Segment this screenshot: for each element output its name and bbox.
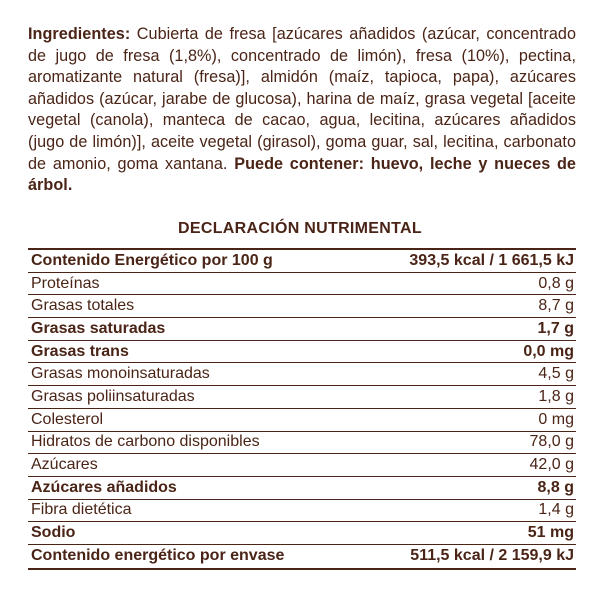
ingredients-paragraph	[28, 24, 576, 197]
nutrient-label: Fibra dietética	[31, 501, 132, 519]
nutrient-label: Azúcares	[31, 456, 98, 474]
allergen-note: Puede contener: huevo, leche y nueces de árbol.	[28, 154, 576, 195]
nutrition-title: DECLARACIÓN NUTRIMENTAL	[178, 220, 422, 237]
nutrient-value: 8,7 g	[538, 297, 574, 315]
nutrition-row	[28, 363, 576, 386]
nutrient-value: 1,8 g	[538, 387, 574, 405]
nutrition-row	[28, 409, 576, 432]
nutrient-label: Hidratos de carbono disponibles	[31, 433, 260, 451]
nutrient-value: 4,5 g	[538, 365, 574, 383]
nutrient-value: 0,8 g	[538, 274, 574, 292]
nutrition-row	[28, 341, 576, 364]
nutrient-value: 8,8 g	[537, 478, 574, 496]
nutrient-value: 511,5 kcal / 2 159,9 kJ	[410, 547, 574, 565]
nutrient-label: Sodio	[31, 524, 76, 542]
nutrition-row	[28, 545, 576, 568]
nutrition-row	[28, 295, 576, 318]
nutrition-row	[28, 432, 576, 455]
nutrition-row	[28, 273, 576, 296]
nutrient-value: 1,4 g	[538, 501, 574, 519]
nutrition-row	[28, 318, 576, 341]
nutrition-row	[28, 386, 576, 409]
nutrient-value: 393,5 kcal / 1 661,5 kJ	[409, 251, 574, 269]
nutrient-value: 42,0 g	[529, 456, 574, 474]
nutrient-label: Azúcares añadidos	[31, 478, 177, 496]
nutrition-row	[28, 522, 576, 545]
nutrient-label: Grasas trans	[31, 342, 129, 360]
nutrient-label: Proteínas	[31, 274, 100, 292]
nutrition-row	[28, 500, 576, 523]
nutrition-row	[28, 454, 576, 477]
nutrient-value: 1,7 g	[537, 319, 574, 337]
nutrient-value: 0 mg	[538, 410, 574, 428]
nutrient-label: Contenido Energético por 100 g	[31, 251, 273, 269]
ingredients-label: Ingredientes:	[28, 25, 131, 43]
nutrition-row	[28, 250, 576, 273]
nutrition-table	[28, 248, 576, 570]
nutrient-label: Grasas totales	[31, 297, 135, 315]
nutrient-label: Grasas saturadas	[31, 319, 166, 337]
nutrient-label: Grasas poliinsaturadas	[31, 387, 195, 405]
nutrient-label: Contenido energético por envase	[31, 547, 285, 565]
nutrient-label: Grasas monoinsaturadas	[31, 365, 210, 383]
ingredients-text: Cubierta de fresa [azúcares añadidos (azúcar, concentrado de jugo de fresa (1,8%), concentrado de limón), fresa (10%), pectina, aromatizante natural (fresa)], almidón (maíz, tapioca, papa), azúcares añadidos (azúcar, jarabe de glucosa), harina de maíz, grasa vegetal [aceite vegetal (canola), manteca de cacao, agua, lecitina, azúcares añadidos (jugo de limón)], aceite vegetal (girasol), goma guar, sal, lecitina, carbonato de amonio, goma xantana.	[28, 25, 576, 173]
nutrient-value: 51 mg	[527, 524, 574, 542]
nutrient-value: 0,0 mg	[523, 342, 574, 360]
nutrient-value: 78,0 g	[529, 433, 574, 451]
nutrition-row	[28, 477, 576, 500]
nutrient-label: Colesterol	[31, 410, 104, 428]
